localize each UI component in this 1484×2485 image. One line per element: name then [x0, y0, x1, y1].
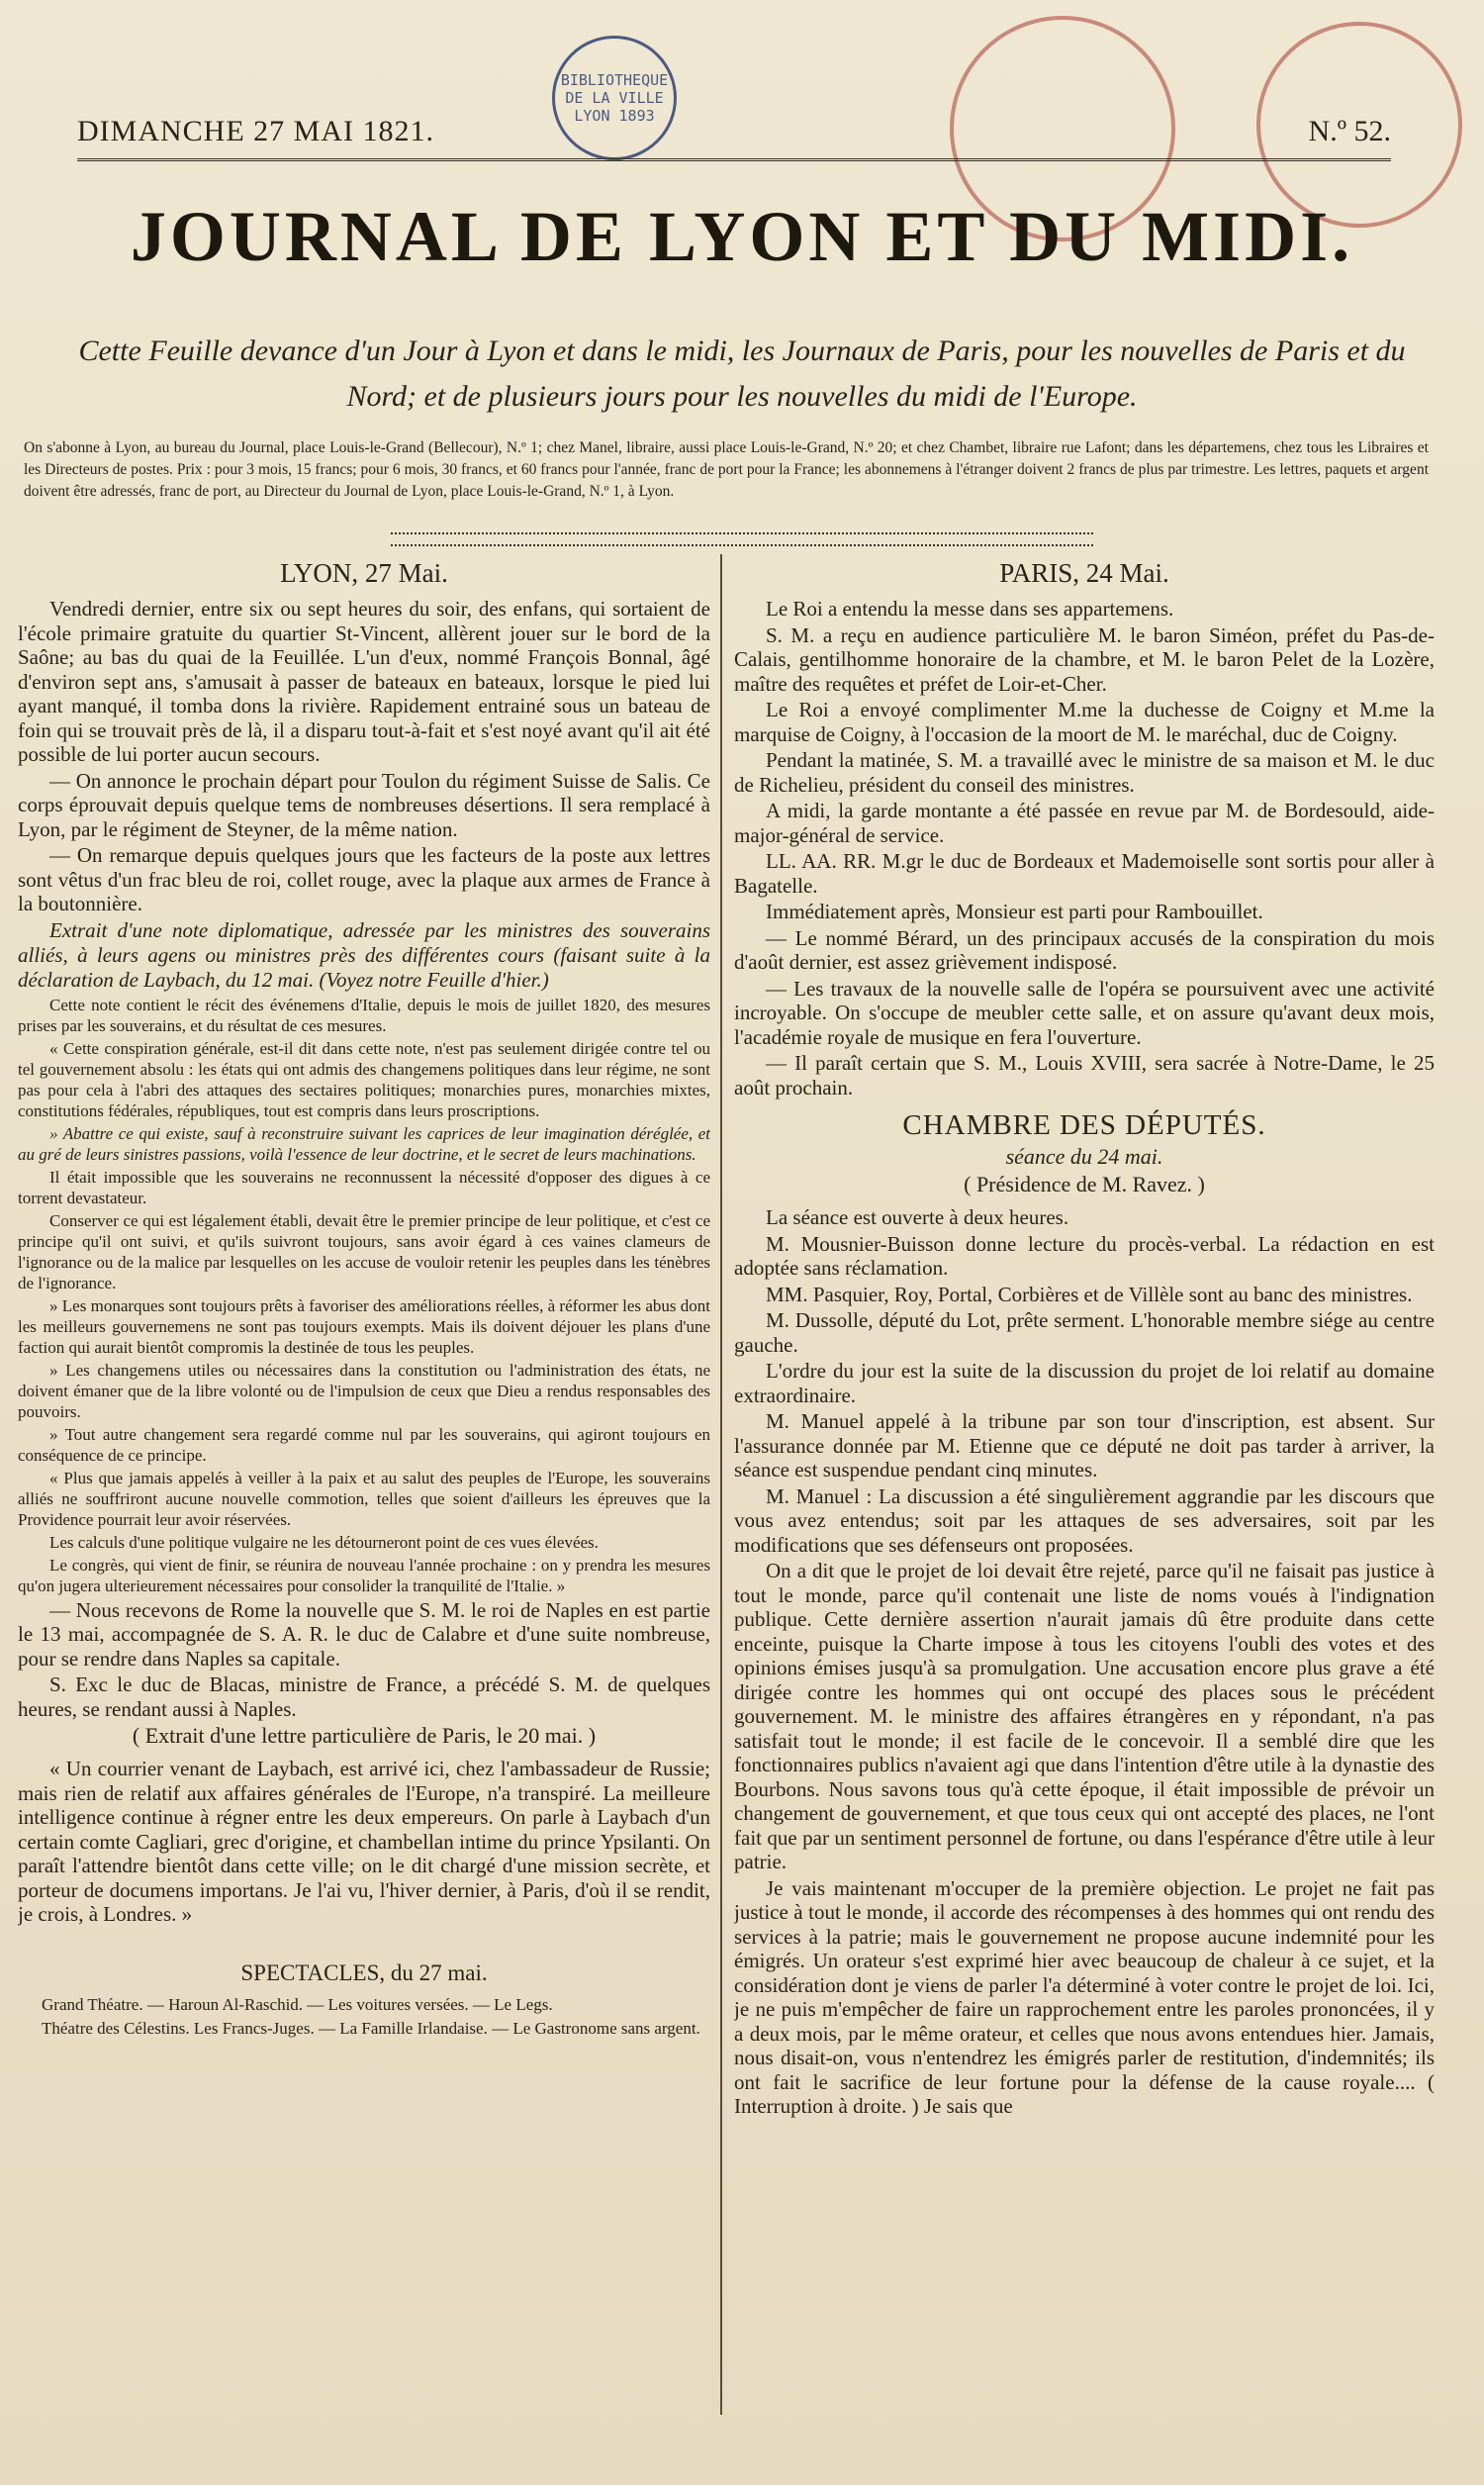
ornamental-divider [391, 532, 1093, 546]
tagline: Cette Feuille devance d'un Jour à Lyon et dans le midi, les Journaux de Paris, pour les nouvelles de Paris et du Nord; et de plusieurs jours pour les nouvelles du midi de l'Europe. [78, 335, 1406, 413]
issue-date: DIMANCHE 27 MAI 1821. [77, 115, 434, 147]
session-paragraph: On a dit que le projet de loi devait être rejeté, parce qu'il ne faisait pas justice à tout le monde, parce qu'il contenait une liste de noms voués à l'indignation publique. Cette dernière assertion n'aurait jamais dû être produite dans cette enceinte, puisque la Charte impose à tous les citoyens l'oubli des votes et des opinions émises jusqu'à sa promulgation. Une accusation encore plus grave a été dirigée contre les hommes qui ont occupé des places sous le précédent gouvernement. M. le ministre des affaires étrangères en y répondant, n'a pas satisfait tout le monde; il est facile de le concevoir. Il a semblé dire que les fonctionnaires publics n'avaient agi que dans l'intention d'être utile à la dynastie des Bourbons. Nous savons tous qu'à cette époque, il était impossible de prévoir un changement de gouvernement, et que tous ceux qui ont accepté des places, ne l'ont fait que par un sentiment personnel de fortune, ou dans l'espérance d'être utile à leur patrie. [734, 1559, 1435, 1873]
note-paragraph: Cette note contient le récit des événemens d'Italie, depuis le mois de juillet 1820, des mesures prises par les souverains, et du résultat de ces mesures. [18, 995, 710, 1035]
session-paragraph: MM. Pasquier, Roy, Portal, Corbières et de Villèle sont au banc des ministres. [766, 1282, 1413, 1306]
article-paragraph: LL. AA. RR. M.gr le duc de Bordeaux et Mademoiselle sont sortis pour aller à Bagatelle. [734, 849, 1435, 898]
paris-heading: PARIS, 24 Mai. [999, 558, 1169, 588]
letter-heading: ( Extrait d'une lettre particulière de Paris, le 20 mai. ) [132, 1723, 597, 1748]
column-rule [720, 554, 722, 2415]
article-paragraph: Pendant la matinée, S. M. a travaillé avec le ministre de sa maison et M. le duc de Richelieu, président du conseil des ministres. [734, 748, 1435, 797]
note-paragraph: » Les changemens utiles ou nécessaires dans la constitution ou l'administration des états, ne doivent émaner que de la libre volonté ou de l'impulsion de ceux que Dieu a rendus responsables des pouvoirs. [18, 1360, 710, 1421]
session-paragraph: M. Mousnier-Buisson donne lecture du procès-verbal. La rédaction en est adoptée sans réclamation. [734, 1231, 1435, 1280]
session-paragraph: M. Dussolle, député du Lot, prête serment. L'honorable membre siége au centre gauche. [734, 1308, 1435, 1357]
article-paragraph: — Il paraît certain que S. M., Louis XVIII, sera sacrée à Notre-Dame, le 25 août prochain. [734, 1051, 1435, 1099]
presidency: ( Présidence de M. Ravez. ) [964, 1172, 1205, 1196]
session-date: séance du 24 mai. [1005, 1144, 1163, 1169]
note-paragraph: « Cette conspiration générale, est-il dit dans cette note, n'est pas seulement dirigée contre tel ou tel gouvernement absolu : les états qui ont admis des changemens politiques dans leur régime, ne sont pas pour cela à l'abri des attaques des sectaires politiques; monarchies pures, monarchies mixtes, constitutions fédérales, républiques, tout est compris dans leurs proscriptions. [18, 1038, 710, 1120]
note-paragraph: » Abattre ce qui existe, sauf à reconstruire suivant les caprices de leur imagination déréglée, et au gré de leurs sinistres passions, voilà l'essence de leur doctrine, et le secret de leurs machinations. [18, 1123, 710, 1164]
issue-number: N.º 52. [1308, 115, 1391, 147]
article-paragraph: « Un courrier venant de Laybach, est arrivé ici, chez l'ambassadeur de Russie; mais rien de relatif aux affaires générales de l'Europe, n'a transpiré. La meilleure intelligence continue à régner entre les deux empereurs. On parle à Laybach d'un certain comte Cagliari, grec d'origine, et chambellan intime du prince Ypsilanti. On paraît l'attendre bientôt dans cette ville; on le dit chargé d'une mission secrète, et porteur de documens importans. Je l'ai vu, l'hiver dernier, à Paris, d'où il se rendit, je crois, à Londres. » [18, 1757, 710, 1926]
lyon-heading: LYON, 27 Mai. [280, 558, 448, 588]
article-paragraph: Vendredi dernier, entre six ou sept heures du soir, des enfans, qui sortaient de l'école primaire gratuite du quartier St-Vincent, allèrent jouer sur le bord de la Saône; au bas du quai de la Feuillée. L'un d'eux, nommé François Bonnal, âgé d'environ sept ans, s'amusait à passer de bateaux en bateaux, lorsque le pied lui ayant manqué, il tomba dons la rivière. Rapidement entrainé sous un bateau de foin qui se trouvait près de là, il a disparu tout-à-fait et s'est noyé avant qu'il ait été possible de lui porter aucun secours. [18, 597, 710, 766]
session-paragraph: L'ordre du jour est la suite de la discussion du projet de loi relatif au domaine extraordinaire. [734, 1359, 1435, 1407]
session-paragraph: Je vais maintenant m'occuper de la première objection. Le projet ne fait pas justice à tout le monde, il accorde des récompenses à des hommes qui ont rendu des services à la patrie; mais le gouvernement ne propose aucune indemnité pour les émigrés. Un orateur s'est exprimé hier avec beaucoup de chaleur à ce sujet, et la considération dont je viens de parler l'a déterminé à voter contre le projet de loi. Ici, je ne puis m'empêcher de faire un rapprochement entre les paroles prononcées, il y a deux mois, par le même orateur, et celles que nous avons entendues hier. Jamais, nous disait-on, vous n'entendrez les émigrés parler de restitution, d'indemnités; ils ont fait le sacrifice de leur fortune pour la défense de la cause royale.... ( Interruption à droite. ) Je sais que [734, 1875, 1435, 2118]
library-stamp-text: BIBLIOTHEQUE DE LA VILLE LYON 1893 [560, 71, 669, 125]
left-column [18, 554, 710, 2435]
note-paragraph: » Tout autre changement sera regardé comme nul par les souverains, qui agiront toujours en conséquence de ce principe. [18, 1424, 710, 1465]
spectacle-item: Grand Théatre. — Haroun Al-Raschid. — Les voitures versées. — Le Legs. [42, 1994, 553, 2014]
article-paragraph: S. M. a reçu en audience particulière M. le baron Siméon, préfet du Pas-de-Calais, gentilhomme honoraire de la chambre, et M. le baron Pelet de la Lozère, maître des requêtes et préfet de Loir-et-Cher. [734, 622, 1435, 696]
article-paragraph: Le Roi a entendu la messe dans ses appartemens. [766, 597, 1174, 621]
note-paragraph: » Les monarques sont toujours prêts à favoriser des améliorations réelles, à réformer les abus dont les meilleurs gouvernemens ne sont pas toujours exempts. Mais ils doivent déjouer les plans d'une faction qui aurait bientôt compromis la destinée de tous les peuples. [18, 1295, 710, 1357]
note-paragraph: Les calculs d'une politique vulgaire ne les détourneront point de ces vues élevées. [49, 1532, 599, 1552]
article-paragraph: — Nous recevons de Rome la nouvelle que S. M. le roi de Naples en est partie le 13 mai, accompagnée de S. A. R. le duc de Calabre et d'une suite nombreuse, pour se rendre dans Naples sa capitale. [18, 1597, 710, 1671]
session-paragraph: La séance est ouverte à deux heures. [766, 1205, 1069, 1229]
subscription-info: On s'abonne à Lyon, au bureau du Journal, place Louis-le-Grand (Bellecour), N.º 1; chez Manel, libraire, aussi place Louis-le-Grand, N.º 20; et chez Chambet, libraire rue Lafont; dans les départemens, chez tous les Libraires et les Directeurs de postes. Prix : pour 3 mois, 15 francs; pour 6 mois, 30 francs, et 60 francs pour l'année, franc de port pour la France; les abonnemens à l'étranger doivent 2 francs de plus par trimestre. Les lettres, paquets et argent doivent être adressés, franc de port, au Directeur du Journal de Lyon, place Louis-le-Grand, N.º 1, à Lyon. [24, 439, 1429, 500]
spectacles-heading: SPECTACLES, du 27 mai. [240, 1959, 488, 1985]
right-column [734, 554, 1435, 2454]
chamber-heading: CHAMBRE DES DÉPUTÉS. [902, 1109, 1266, 1141]
session-paragraph: M. Manuel : La discussion a été singulièrement aggrandie par les discours que vous avez entendus; soit par les attaques de ses adversaires, soit par les modifications que ses défenseurs ont proposées. [734, 1483, 1435, 1557]
article-paragraph: Immédiatement après, Monsieur est parti pour Rambouillet. [766, 900, 1263, 923]
newspaper-title: JOURNAL DE LYON ET DU MIDI. [130, 197, 1354, 276]
article-paragraph: A midi, la garde montante a été passée en revue par M. de Bordesould, aide-major-général de service. [734, 799, 1435, 847]
spectacle-item: Théatre des Célestins. Les Francs-Juges. — La Famille Irlandaise. — Le Gastronome sans argent. [42, 2018, 700, 2038]
note-paragraph: Conserver ce qui est légalement établi, devait être le premier principe de leur politique, et c'est ce principe qu'il ont suivi, et qu'ils suivront toujours, sans avoir égard à ces vaines clameurs de l'ignorance ou de la malice par lesquelles on les accuse de vouloir retenir les peuples dans les ténèbres de l'ignorance. [18, 1210, 710, 1292]
article-paragraph: — Le nommé Bérard, un des principaux accusés de la conspiration du mois d'août dernier, est assez grièvement indisposé. [734, 925, 1435, 974]
note-paragraph: Le congrès, qui vient de finir, se réunira de nouveau l'année prochaine : on y prendra les mesures qu'on jugera ulterieurement nécessaires pour consolider la tranquilité de l'Italie. » [18, 1555, 710, 1595]
article-paragraph: — On annonce le prochain départ pour Toulon du régiment Suisse de Salis. Ce corps éprouvait depuis quelque tems de nombreuses désertions. Il sera remplacé à Lyon, par le régiment de Steyner, de la même nation. [18, 768, 710, 841]
diplomatic-note-heading: Extrait d'une note diplomatique, adressée par les ministres des souverains alliés, à leurs agens ou ministres près des différentes cours (faisant suite à la déclaration de Laybach, du 12 mai. (Voyez notre Feuille d'hier.) [18, 917, 710, 992]
note-paragraph: Il était impossible que les souverains ne reconnussent la nécessité d'opposer des digues à ce torrent devastateur. [18, 1167, 710, 1207]
article-paragraph: — On remarque depuis quelques jours que les facteurs de la poste aux lettres sont vêtus d'un frac bleu de roi, collet rouge, avec la plaque aux armes de France à la boutonnière. [18, 843, 710, 915]
session-paragraph: M. Manuel appelé à la tribune par son tour d'inscription, est absent. Sur l'assurance donnée par M. Etienne que ce député ne doit pas tarder à arriver, la séance est suspendue pendant cinq minutes. [734, 1409, 1435, 1481]
masthead-bar [77, 111, 1391, 161]
article-paragraph: S. Exc le duc de Blacas, ministre de France, a précédé S. M. de quelques heures, se rendant aussi à Naples. [18, 1673, 710, 1721]
note-paragraph: « Plus que jamais appelés à veiller à la paix et au salut des peuples de l'Europe, les souverains alliés ne souffriront aucune nouvelle commotion, telles que soient d'ailleurs les épreuves que la Providence pourrait leur avoir réservées. [18, 1468, 710, 1529]
article-paragraph: Le Roi a envoyé complimenter M.me la duchesse de Coigny et M.me la marquise de Coigny, à l'occasion de la moort de M. le maréchal, duc de Coigny. [734, 698, 1435, 746]
article-paragraph: — Les travaux de la nouvelle salle de l'opéra se poursuivent avec une activité incroyable. On s'occupe de meubler cette salle, et on assure qu'avant deux mois, l'académie royale de musique en fera l'ouverture. [734, 976, 1435, 1049]
